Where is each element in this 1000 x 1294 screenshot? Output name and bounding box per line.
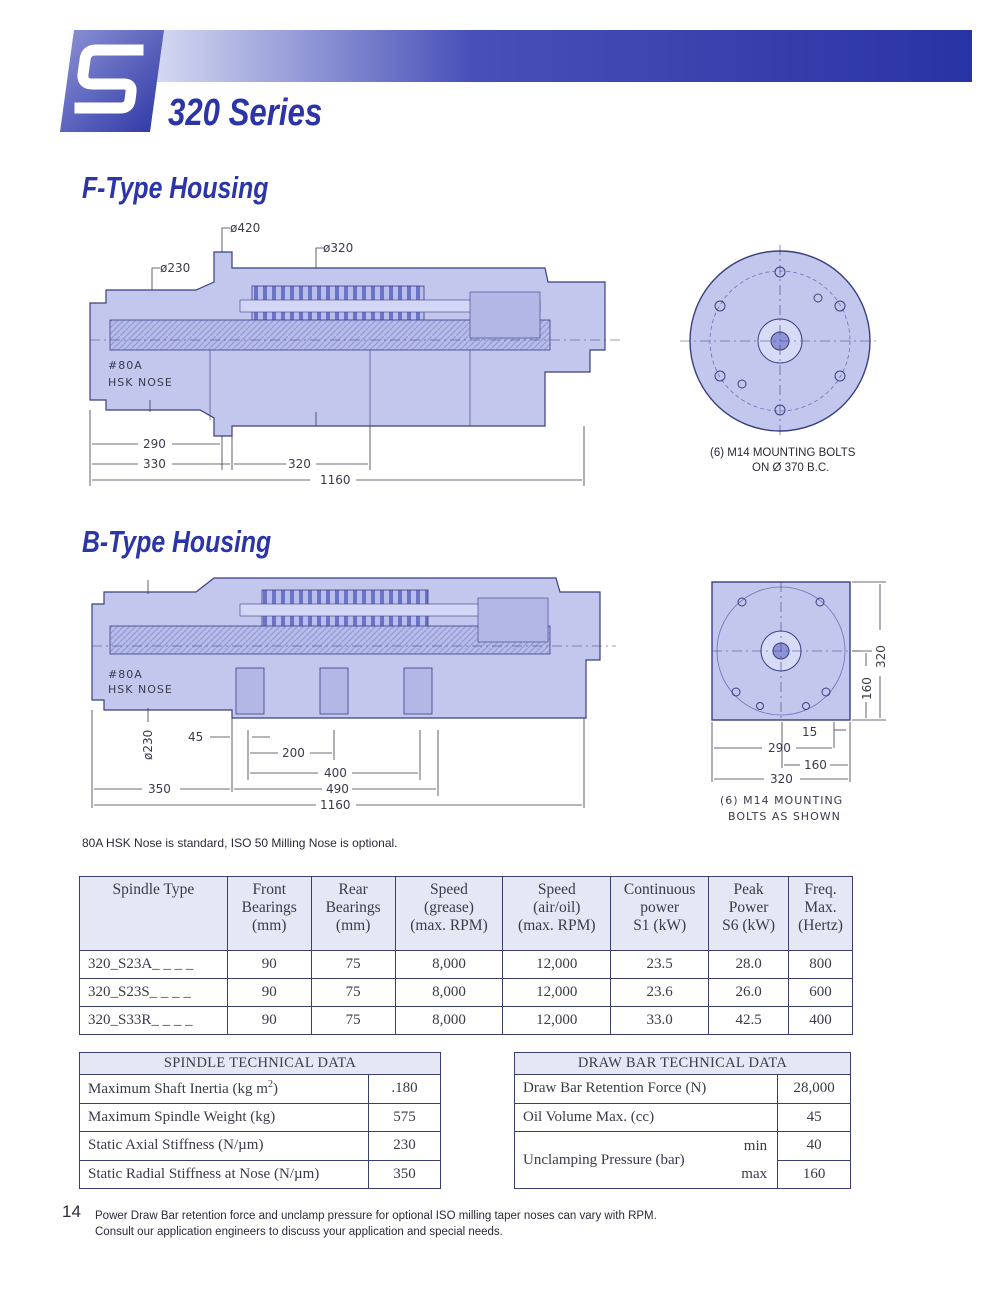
spec-value-cell: 400 [789, 1007, 853, 1035]
spec-value-cell: 75 [311, 951, 395, 979]
spec-column-header-line: Front [252, 881, 287, 898]
spindle-tech-value: 350 [369, 1160, 441, 1189]
f-end-note-1: (6) M14 MOUNTING BOLTS [710, 447, 856, 459]
spec-column-header-line: Bearings [325, 899, 381, 916]
spec-column-header-line: (mm) [335, 917, 371, 934]
unclamping-label: Unclamping Pressure (bar) [515, 1132, 734, 1189]
b-dim-400: 400 [324, 766, 347, 780]
spec-column-header [789, 877, 853, 951]
f-nose-label-1: #80A [108, 359, 143, 372]
f-nose-label-2: HSK NOSE [108, 376, 173, 389]
oil-volume-value: 45 [778, 1103, 851, 1132]
spec-value-cell: 8,000 [395, 951, 503, 979]
spindle-type-cell: 320_S23A_ _ _ _ [80, 951, 228, 979]
spec-column-header-line: S1 (kW) [633, 917, 687, 934]
spec-column-header-line: (max. RPM) [410, 917, 488, 934]
b-end-dim-v320: 320 [874, 645, 888, 668]
spec-column-header-line: Freq. [804, 881, 837, 898]
footnote-1: Power Draw Bar retention force and unclamp pressure for optional ISO milling taper noses can vary with RPM. [95, 1210, 657, 1222]
spec-column-header-line: S6 (kW) [722, 917, 776, 934]
b-nose-label-1: #80A [108, 668, 143, 681]
table-row [80, 979, 853, 1007]
spec-column-header [395, 877, 503, 951]
nose-note: 80A HSK Nose is standard, ISO 50 Milling Nose is optional. [82, 836, 398, 850]
b-end-dim-320: 320 [770, 772, 793, 786]
spec-column-header-line: Speed [430, 881, 468, 898]
min-label: min [733, 1132, 777, 1161]
spindle-tech-label: Maximum Shaft Inertia (kg $m^2$) [80, 1075, 369, 1104]
spec-column-header-line: Max. [804, 899, 837, 916]
spindle-tech-label: Maximum Spindle Weight (kg) [80, 1103, 369, 1132]
table-row [515, 1075, 851, 1104]
spindle-tech-value: 575 [369, 1103, 441, 1132]
spec-value-cell: 12,000 [503, 1007, 611, 1035]
spec-column-header-line: Continuous [623, 881, 696, 898]
draw-bar-tech-title: DRAW BAR TECHNICAL DATA [515, 1053, 851, 1075]
spec-column-header-line: Spindle Type [112, 881, 195, 898]
retention-value: 28,000 [778, 1075, 851, 1104]
spec-value-cell: 26.0 [709, 979, 789, 1007]
f-type-end-view [680, 245, 880, 436]
b-dim-d230: ø230 [141, 729, 155, 760]
spindle-spec-table [79, 876, 853, 1035]
spindle-technical-data-table [79, 1052, 441, 1189]
spec-value-cell: 12,000 [503, 979, 611, 1007]
b-end-dim-160: 160 [804, 758, 827, 772]
b-end-dim-15: 15 [802, 725, 818, 739]
spec-column-header-line: (Hertz) [798, 917, 843, 934]
spindle-tech-title: SPINDLE TECHNICAL DATA [80, 1053, 441, 1075]
f-end-note-2: ON Ø 370 B.C. [752, 462, 830, 474]
spindle-tech-value: .180 [369, 1075, 441, 1104]
spec-column-header-line: Peak [733, 881, 764, 898]
spec-value-cell: 23.6 [611, 979, 709, 1007]
spindle-type-cell: 320_S33R_ _ _ _ [80, 1007, 228, 1035]
table-row [80, 1160, 441, 1189]
spec-value-cell: 28.0 [709, 951, 789, 979]
f-dim-330: 330 [143, 457, 166, 471]
spec-value-cell: 75 [311, 1007, 395, 1035]
spec-header-row [80, 877, 853, 951]
series-title: 320 Series [168, 92, 323, 134]
spec-value-cell: 12,000 [503, 951, 611, 979]
table-row [80, 1132, 441, 1161]
table-row [80, 1007, 853, 1035]
table-row [515, 1103, 851, 1132]
f-dim-d420: ø420 [230, 221, 261, 235]
b-dim-200: 200 [282, 746, 305, 760]
b-type-side-view [92, 578, 616, 718]
spec-column-header-line: Bearings [241, 899, 297, 916]
f-dim-290: 290 [143, 437, 166, 451]
spec-value-cell: 8,000 [395, 979, 503, 1007]
page-number: 14 [62, 1202, 81, 1221]
spec-column-header-line: (max. RPM) [518, 917, 596, 934]
table-row [515, 1132, 851, 1161]
spec-value-cell: 90 [227, 1007, 311, 1035]
b-end-dim-290: 290 [768, 741, 791, 755]
f-dim-1160: 1160 [320, 473, 351, 487]
b-dim-490: 490 [326, 782, 349, 796]
spec-column-header [709, 877, 789, 951]
b-nose-label-2: HSK NOSE [108, 683, 173, 696]
spec-value-cell: 23.5 [611, 951, 709, 979]
f-dim-320: 320 [288, 457, 311, 471]
spec-column-header-line: Speed [537, 881, 576, 898]
spindle-type-cell: 320_S23S_ _ _ _ [80, 979, 228, 1007]
table-row [80, 1103, 441, 1132]
oil-volume-label: Oil Volume Max. (cc) [515, 1103, 778, 1132]
spindle-tech-value: 230 [369, 1132, 441, 1161]
spec-value-cell: 75 [311, 979, 395, 1007]
b-dim-350: 350 [148, 782, 171, 796]
f-dim-d320: ø320 [323, 241, 354, 255]
table-row [80, 1075, 441, 1104]
f-type-title: F-Type Housing [82, 170, 269, 205]
b-dim-45: 45 [188, 730, 204, 744]
spec-column-header [227, 877, 311, 951]
b-end-note-2: BOLTS AS SHOWN [728, 810, 841, 823]
spec-value-cell: 42.5 [709, 1007, 789, 1035]
f-dim-d230: ø230 [160, 261, 191, 275]
b-end-dim-v160: 160 [860, 677, 874, 700]
f-type-side-view [90, 252, 620, 436]
spec-column-header-line: Rear [338, 881, 368, 898]
spec-column-header [611, 877, 709, 951]
spindle-tech-label: Static Axial Stiffness (N/µm) [80, 1132, 369, 1161]
spec-column-header-line: Power [728, 899, 769, 916]
spec-value-cell: 8,000 [395, 1007, 503, 1035]
max-value: 160 [778, 1160, 851, 1189]
b-type-end-view [712, 582, 860, 720]
spec-value-cell: 33.0 [611, 1007, 709, 1035]
spec-column-header-line: (grease) [424, 899, 474, 916]
spec-column-header [503, 877, 611, 951]
b-end-note-1: (6) M14 MOUNTING [720, 794, 844, 807]
footnote-2: Consult our application engineers to discuss your application and special needs. [95, 1226, 503, 1238]
spec-value-cell: 600 [789, 979, 853, 1007]
spec-column-header-line: (air/oil) [533, 899, 581, 916]
retention-label: Draw Bar Retention Force (N) [515, 1075, 778, 1104]
max-label: max [733, 1160, 777, 1189]
draw-bar-technical-data-table [514, 1052, 851, 1189]
spec-value-cell: 90 [227, 951, 311, 979]
spec-value-cell: 90 [227, 979, 311, 1007]
spec-column-header-line: power [640, 899, 680, 916]
min-value: 40 [778, 1132, 851, 1161]
spindle-tech-label: Static Radial Stiffness at Nose (N/µm) [80, 1160, 369, 1189]
spec-column-header [311, 877, 395, 951]
spec-column-header [80, 877, 228, 951]
table-row [80, 951, 853, 979]
spec-value-cell: 800 [789, 951, 853, 979]
b-dim-1160: 1160 [320, 798, 351, 812]
b-type-title: B-Type Housing [82, 524, 272, 559]
spec-column-header-line: (mm) [252, 917, 287, 934]
